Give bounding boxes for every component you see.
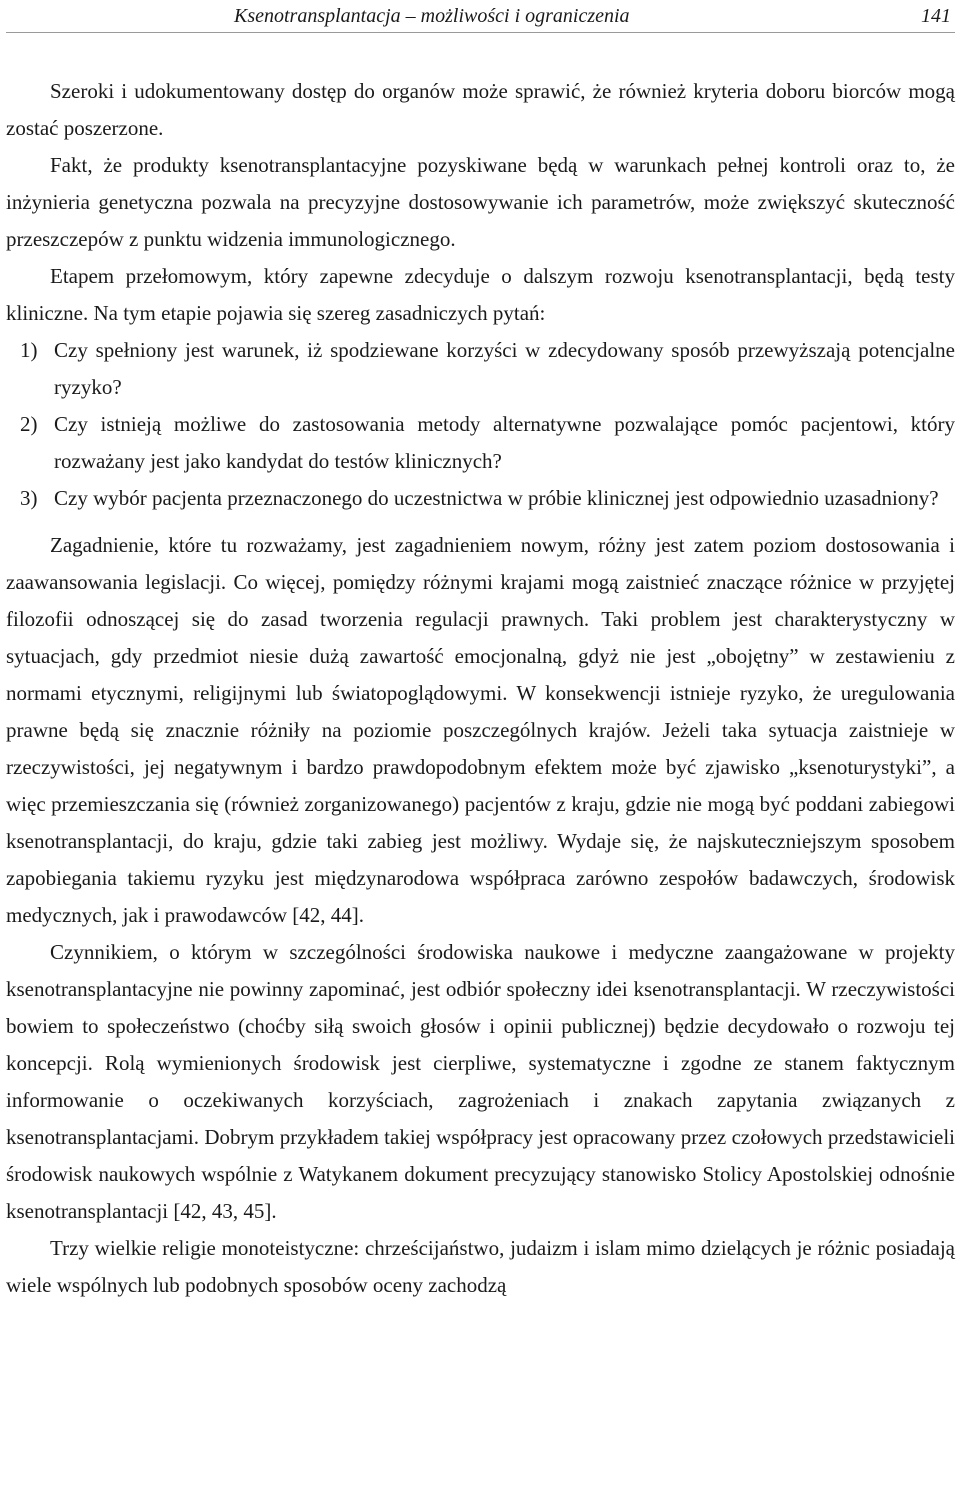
list-item: [6, 406, 955, 480]
paragraph-access: Szeroki i udokumentowany dostęp do organów może sprawić, że również kryteria doboru biorców mogą zostać poszerzone.: [6, 79, 955, 140]
paragraph-legislation: Zagadnienie, które tu rozważamy, jest zagadnieniem nowym, różny jest zatem poziom dostosowania i zaawansowania legislacji. Co więcej, pomiędzy różnymi krajami mogą zaistnieć znaczące różnice w przyjętej filozofii odnoszącej się do zasad tworzenia regulacji prawnych. Taki problem jest charakterystyczny w sytuacjach, gdy przedmiot niesie dużą zawartość emocjonalną, gdyż nie jest „obojętny” w zestawieniu z normami etycznymi, religijnymi lub światopoglądowymi. W konsekwencji istnieje ryzyko, że uregulowania prawne będą się znacznie różniły na poziomie poszczególnych krajów. Jeżeli taka sytuacja zaistnieje w rzeczywistości, jej negatywnym i bardzo prawdopodobnym efektem może być zjawisko „ksenoturystyki”, a więc przemieszczania się (również zorganizowanego) pacjentów z kraju, gdzie nie mogą być poddani zabiegowi ksenotransplantacji, do kraju, gdzie taki zabieg jest możliwy. Wydaje się, że najskuteczniejszym sposobem zapobiegania takiemu ryzyku jest międzynarodowa współpraca zarówno zespołów badawczych, środowisk medycznych, jak i prawodawców [42, 44].: [6, 533, 955, 927]
document-page: [6, 0, 955, 1304]
running-header: [6, 0, 955, 33]
list-item-text: Czy spełniony jest warunek, iż spodziewane korzyści w zdecydowany sposób przewyższają potencjalne ryzyko?: [54, 338, 955, 399]
list-item: [6, 480, 955, 517]
list-item-number: 3): [20, 486, 38, 510]
page-number: 141: [921, 5, 951, 27]
question-list: [6, 332, 955, 517]
paragraph-genetic-engineering: Fakt, że produkty ksenotransplantacyjne pozyskiwane będą w warunkach pełnej kontroli oraz to, że inżynieria genetyczna pozwala na precyzyjne dostosowywanie ich parametrów, może zwiększyć skuteczność przeszczepów z punktu widzenia immunologicznego.: [6, 153, 955, 251]
list-item-number: 2): [20, 412, 38, 436]
paragraph-clinical-tests: Etapem przełomowym, który zapewne zdecyduje o dalszym rozwoju ksenotransplantacji, będą testy kliniczne. Na tym etapie pojawia się szereg zasadniczych pytań:: [6, 264, 955, 325]
list-item-text: Czy istnieją możliwe do zastosowania metody alternatywne pozwalające pomóc pacjentowi, który rozważany jest jako kandydat do testów klinicznych?: [54, 412, 955, 473]
paragraph-public-reception: Czynnikiem, o którym w szczególności środowiska naukowe i medyczne zaangażowane w projekty ksenotransplantacyjne nie powinny zapominać, jest odbiór społeczny idei ksenotransplantacji. W rzeczywistości bowiem to społeczeństwo (choćby siłą swoich głosów i opinii publicznej) będzie decydowało o rozwoju tej koncepcji. Rolą wymienionych środowisk jest cierpliwe, systematyczne i zgodne ze stanem faktycznym informowanie o oczekiwanych korzyściach, zagrożeniach i znakach zapytania związanych z ksenotransplantacjami. Dobrym przykładem takiej współpracy jest opracowany przez czołowych przedstawicieli środowisk naukowych wspólnie z Watykanem dokument precyzujący stanowisko Stolicy Apostolskiej odnośnie ksenotransplantacji [42, 43, 45].: [6, 940, 955, 1223]
running-title: Ksenotransplantacja – możliwości i ograniczenia: [234, 5, 630, 27]
body-text: [6, 73, 955, 1304]
list-item: [6, 332, 955, 406]
paragraph-religions: Trzy wielkie religie monoteistyczne: chrześcijaństwo, judaizm i islam mimo dzielących je różnic posiadają wiele wspólnych lub podobnych sposobów oceny zachodzą: [6, 1236, 955, 1297]
list-item-number: 1): [20, 338, 38, 362]
list-item-text: Czy wybór pacjenta przeznaczonego do uczestnictwa w próbie klinicznej jest odpowiednio uzasadniony?: [54, 486, 939, 510]
